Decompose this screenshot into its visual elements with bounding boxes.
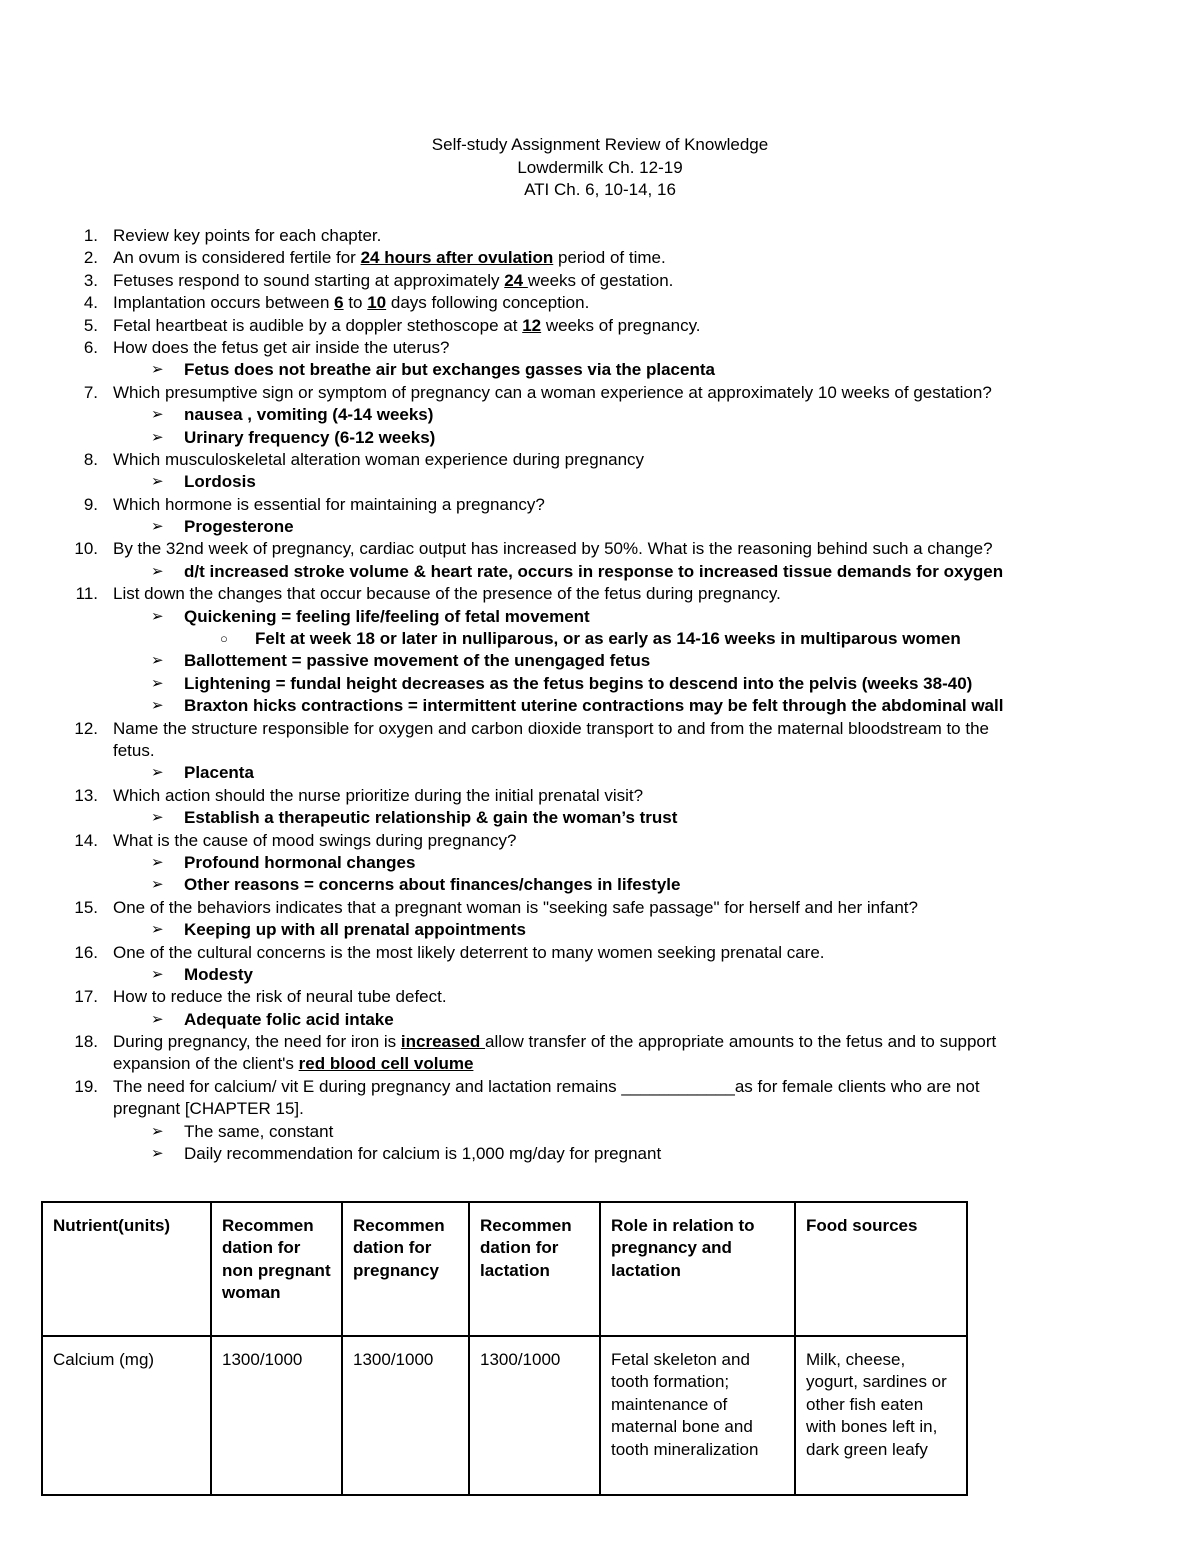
arrow-bullet-icon: ➢ — [151, 361, 164, 379]
arrow-bullet-icon: ➢ — [151, 562, 164, 580]
list-item: 6. How does the fetus get air inside the uterus? — [83, 337, 450, 357]
list-item: 3. Fetuses respond to sound starting at approximately 24 weeks of gestation. — [83, 270, 674, 290]
table-header-cell: Role in relation to pregnancy and lactation — [600, 1202, 795, 1336]
list-item-continuation: expansion of the client's red blood cell volume — [113, 1054, 474, 1074]
arrow-bullet-icon: ➢ — [151, 921, 164, 939]
sub-answer-item: ○ Felt at week 18 or later in nulliparous, or as early as 14-16 weeks in multiparous women — [0, 628, 1200, 650]
table-header-row — [42, 1202, 967, 1336]
arrow-bullet-icon: ➢ — [151, 1122, 164, 1140]
list-item: 8. Which musculoskeletal alteration woman experience during pregnancy — [83, 449, 645, 469]
list-item: 15. One of the behaviors indicates that a pregnant woman is "seeking safe passage" for herself and her infant? — [74, 897, 918, 917]
list-item: 19. The need for calcium/ vit E during pregnancy and lactation remains ____________as for female clients who are not — [74, 1076, 980, 1096]
arrow-bullet-icon: ➢ — [151, 853, 164, 871]
arrow-bullet-icon: ➢ — [151, 764, 164, 782]
doc-subtitle-ati: ATI Ch. 6, 10-14, 16 — [524, 180, 676, 199]
table-cell: 1300/1000 — [342, 1336, 469, 1495]
table-header-cell: Recommen dation for non pregnant woman — [211, 1202, 342, 1336]
answer-item: ➢ Modesty — [0, 964, 1200, 986]
answer-item: ➢ Lordosis — [0, 471, 1200, 493]
doc-subtitle-textbook: Lowdermilk Ch. 12-19 — [517, 158, 683, 177]
table-row — [42, 1336, 967, 1495]
arrow-bullet-icon: ➢ — [151, 1010, 164, 1028]
list-item: 16. One of the cultural concerns is the most likely deterrent to many women seeking prenatal care. — [74, 942, 825, 962]
question-list — [0, 225, 1200, 1165]
answer-item: ➢ Adequate folic acid intake — [0, 1009, 1200, 1031]
arrow-bullet-icon: ➢ — [151, 652, 164, 670]
arrow-bullet-icon: ➢ — [151, 607, 164, 625]
answer-item: ➢ d/t increased stroke volume & heart rate, occurs in response to increased tissue demands for oxygen — [0, 561, 1200, 583]
doc-title: Self-study Assignment Review of Knowledge — [431, 135, 769, 154]
list-item: 13. Which action should the nurse prioritize during the initial prenatal visit? — [74, 785, 644, 805]
list-item: 5. Fetal heartbeat is audible by a doppler stethoscope at 12 weeks of pregnancy. — [83, 315, 701, 335]
arrow-bullet-icon: ➢ — [151, 809, 164, 827]
list-item: 7. Which presumptive sign or symptom of pregnancy can a woman experience at approximately 10 weeks of gestation? — [83, 382, 992, 402]
answer-item: ➢ Profound hormonal changes — [0, 852, 1200, 874]
list-item-continuation: pregnant [CHAPTER 15]. — [113, 1099, 304, 1119]
arrow-bullet-icon: ➢ — [151, 1145, 164, 1163]
nutrient-table — [41, 1201, 968, 1496]
answer-item: ➢ Progesterone — [0, 516, 1200, 538]
list-item: 17. How to reduce the risk of neural tube defect. — [74, 987, 447, 1007]
arrow-bullet-icon: ➢ — [151, 406, 164, 424]
answer-item: ➢ The same, constant — [0, 1121, 1200, 1143]
arrow-bullet-icon: ➢ — [151, 518, 164, 536]
list-item: 1. Review key points for each chapter. — [83, 226, 382, 245]
arrow-bullet-icon: ➢ — [151, 697, 164, 715]
answer-item: ➢ Fetus does not breathe air but exchanges gasses via the placenta — [0, 359, 1200, 381]
arrow-bullet-icon: ➢ — [151, 876, 164, 894]
table-header-cell: Nutrient(units) — [42, 1202, 211, 1336]
answer-item: ➢ Establish a therapeutic relationship & gain the woman’s trust — [0, 807, 1200, 829]
table-cell: Calcium (mg) — [42, 1336, 211, 1495]
answer-item: ➢ Urinary frequency (6-12 weeks) — [0, 427, 1200, 449]
list-item: 11. List down the changes that occur because of the presence of the fetus during pregnancy. — [75, 584, 781, 604]
list-item-continuation: fetus. — [113, 740, 155, 760]
circle-bullet-icon: ○ — [220, 631, 228, 647]
list-item: 12. Name the structure responsible for oxygen and carbon dioxide transport to and from the maternal bloodstream to the — [74, 718, 989, 738]
arrow-bullet-icon: ➢ — [151, 428, 164, 446]
arrow-bullet-icon: ➢ — [151, 965, 164, 983]
answer-item: ➢ Other reasons = concerns about finances/changes in lifestyle — [0, 874, 1200, 896]
answer-item: ➢ nausea , vomiting (4-14 weeks) — [0, 404, 1200, 426]
table-cell: 1300/1000 — [211, 1336, 342, 1495]
table-header-cell: Food sources — [795, 1202, 967, 1336]
arrow-bullet-icon: ➢ — [151, 473, 164, 491]
table-header-cell: Recommen dation for pregnancy — [342, 1202, 469, 1336]
list-item: 2. An ovum is considered fertile for 24 hours after ovulation period of time. — [83, 248, 666, 268]
answer-item: ➢ Placenta — [0, 762, 1200, 784]
table-cell: Milk, cheese, yogurt, sardines or other fish eaten with bones left in, dark green leafy — [795, 1336, 967, 1495]
table-cell: 1300/1000 — [469, 1336, 600, 1495]
answer-item: ➢ Lightening = fundal height decreases as the fetus begins to descend into the pelvis (weeks 38-40) — [0, 673, 1200, 695]
answer-item: ➢ Quickening = feeling life/feeling of fetal movement — [0, 606, 1200, 628]
answer-item: ➢ Ballottement = passive movement of the unengaged fetus — [0, 650, 1200, 672]
answer-item: ➢ Daily recommendation for calcium is 1,000 mg/day for pregnant — [0, 1143, 1200, 1165]
answer-item: ➢ Braxton hicks contractions = intermittent uterine contractions may be felt through the abdominal wall — [0, 695, 1200, 717]
list-item: 4. Implantation occurs between 6 to 10 days following conception. — [83, 293, 590, 313]
answer-item: ➢ Keeping up with all prenatal appointments — [0, 919, 1200, 941]
table-header-cell: Recommen dation for lactation — [469, 1202, 600, 1336]
arrow-bullet-icon: ➢ — [151, 674, 164, 692]
list-item: 14. What is the cause of mood swings during pregnancy? — [74, 830, 517, 850]
table-cell: Fetal skeleton and tooth formation; maintenance of maternal bone and tooth mineralization — [600, 1336, 795, 1495]
list-item: 10. By the 32nd week of pregnancy, cardiac output has increased by 50%. What is the reasoning behind such a change? — [74, 539, 993, 559]
list-item: 9. Which hormone is essential for maintaining a pregnancy? — [83, 494, 545, 514]
list-item: 18. During pregnancy, the need for iron is increased allow transfer of the appropriate amounts to the fetus and to support — [74, 1032, 997, 1052]
